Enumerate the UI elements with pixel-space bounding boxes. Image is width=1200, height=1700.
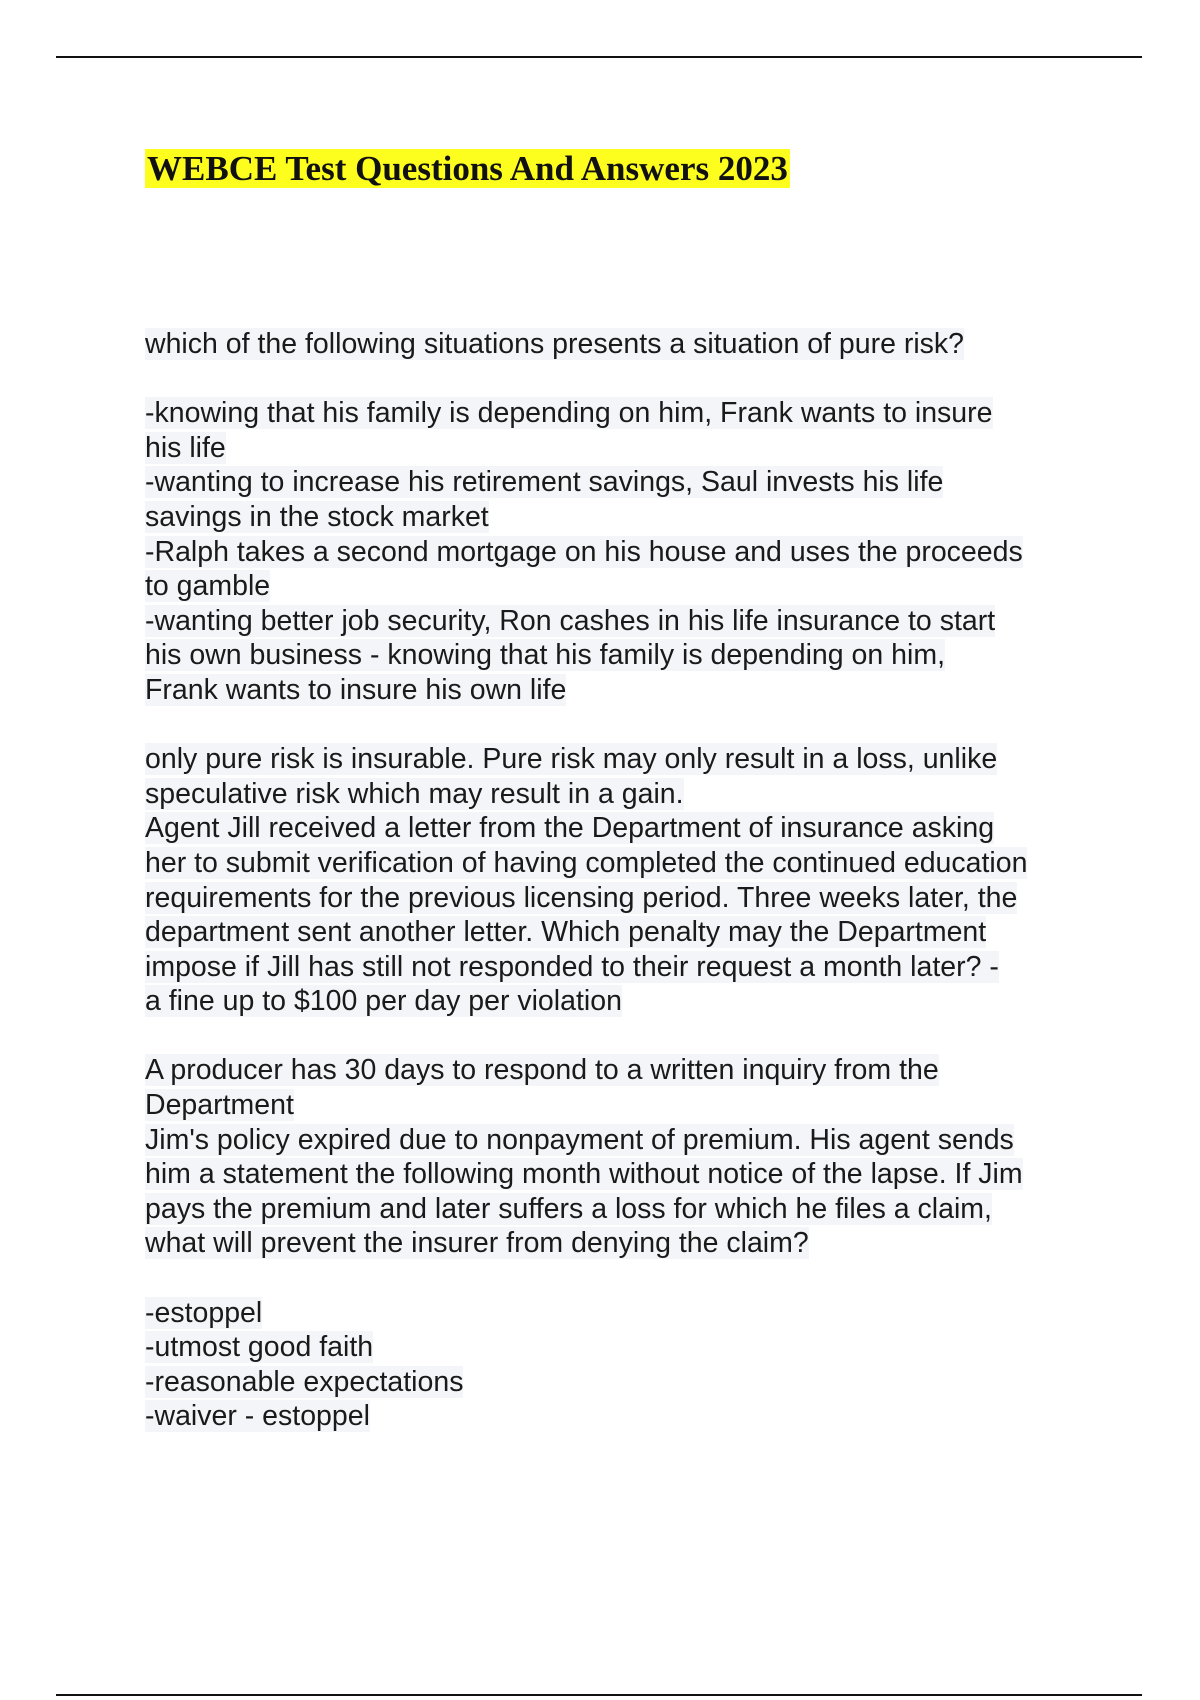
text-line: which of the following situations presents a situation of pure risk?	[145, 328, 965, 360]
text-line: -reasonable expectations	[145, 1365, 464, 1398]
text-line: his own business - knowing that his family is depending on him,	[145, 639, 946, 672]
text-line: -wanting better job security, Ron cashes in his life insurance to start	[145, 604, 996, 637]
text-line: -waiver - estoppel	[145, 1400, 370, 1433]
explanation-and-question-3	[145, 1053, 1085, 1261]
text-line: his life	[145, 431, 226, 464]
text-line: pays the premium and later suffers a loss for which he files a claim,	[145, 1192, 992, 1225]
text-line: A producer has 30 days to respond to a written inquiry from the	[145, 1054, 939, 1087]
text-line: savings in the stock market	[145, 500, 489, 533]
text-line: -Ralph takes a second mortgage on his house and uses the proceeds	[145, 535, 1023, 568]
question-3-options	[145, 1296, 1085, 1434]
text-line: what will prevent the insurer from denying the claim?	[145, 1227, 809, 1260]
document-body	[145, 327, 1085, 1434]
question-1-options	[145, 396, 1085, 707]
text-line: Agent Jill received a letter from the Department of insurance asking	[145, 812, 995, 845]
text-line: -utmost good faith	[145, 1331, 374, 1364]
text-line: a fine up to $100 per day per violation	[145, 985, 622, 1018]
text-line: requirements for the previous licensing period. Three weeks later, the	[145, 881, 1018, 914]
question-1	[145, 327, 1085, 362]
text-line: her to submit verification of having completed the continued education	[145, 846, 1028, 879]
explanation-and-question-2	[145, 742, 1085, 1019]
document-title-highlight: WEBCE Test Questions And Answers 2023	[147, 149, 788, 188]
text-line: him a statement the following month without notice of the lapse. If Jim	[145, 1158, 1023, 1191]
text-line: only pure risk is insurable. Pure risk may only result in a loss, unlike	[145, 743, 998, 776]
text-line: -wanting to increase his retirement savings, Saul invests his life	[145, 466, 944, 499]
text-line: impose if Jill has still not responded to their request a month later? -	[145, 950, 999, 983]
footer-rule	[56, 1694, 1142, 1696]
text-line: department sent another letter. Which penalty may the Department	[145, 916, 987, 949]
text-line: -estoppel	[145, 1296, 263, 1329]
text-line: Frank wants to insure his own life	[145, 673, 567, 706]
text-line: to gamble	[145, 570, 271, 603]
text-line: speculative risk which may result in a gain.	[145, 777, 684, 810]
document-title	[145, 146, 790, 192]
text-line: Department	[145, 1089, 294, 1122]
text-line: Jim's policy expired due to nonpayment of premium. His agent sends	[145, 1123, 1014, 1156]
header-rule	[56, 56, 1142, 58]
text-line: -knowing that his family is depending on him, Frank wants to insure	[145, 397, 993, 430]
